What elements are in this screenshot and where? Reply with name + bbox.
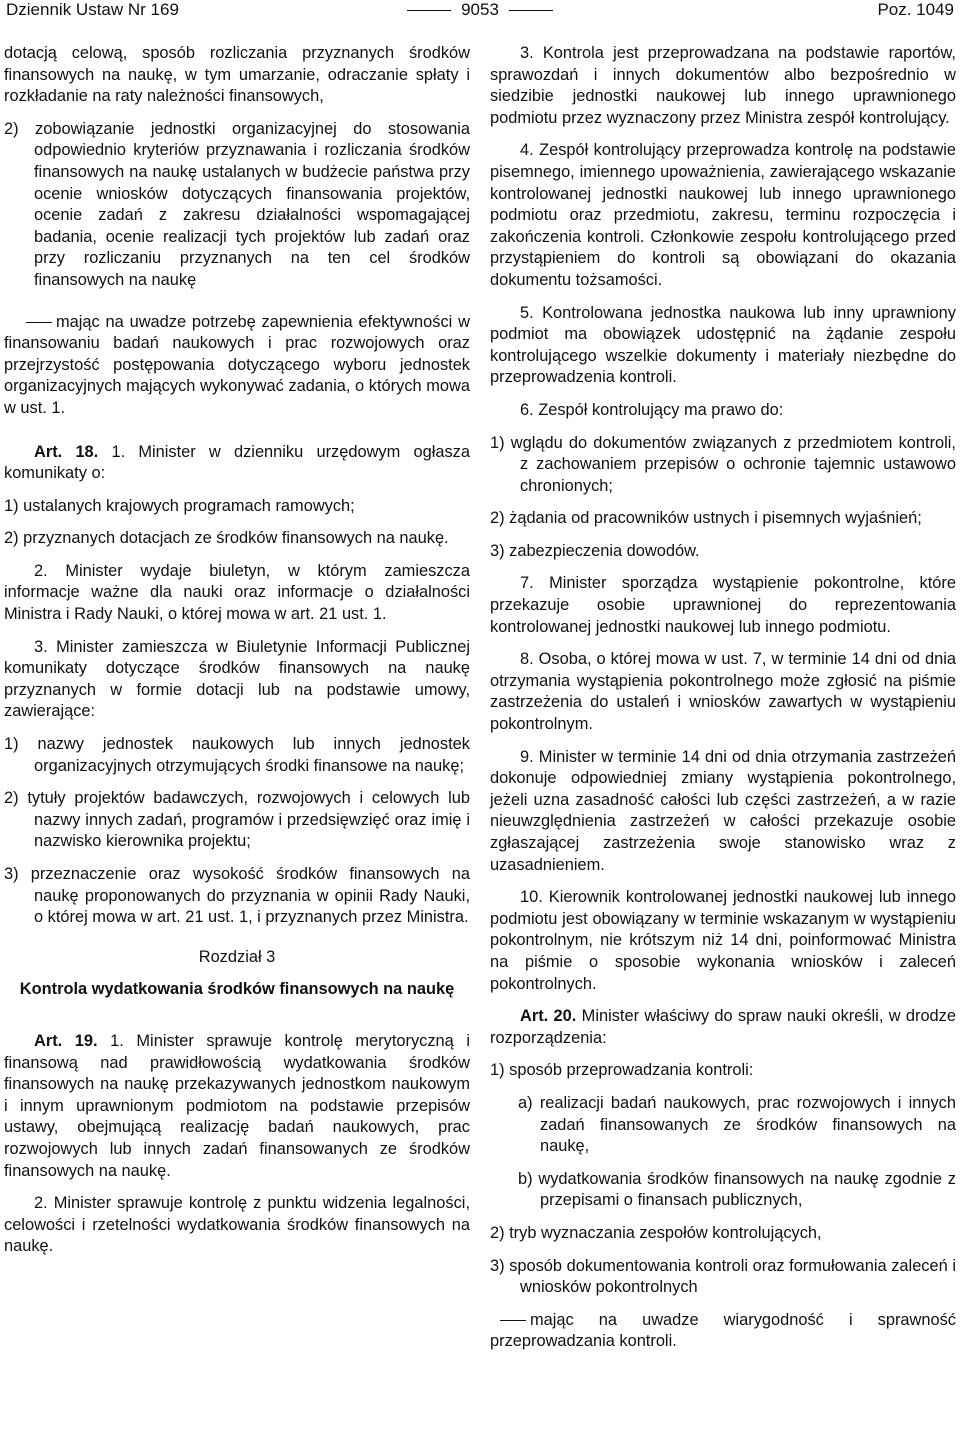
position-number: Poz. 1049: [877, 0, 954, 19]
list-subitem: a) realizacji badań naukowych, prac rozwojowych i innych zadań finansowanych ze środków finansowych na naukę,: [518, 1093, 956, 1156]
list-item: 2) przyznanych dotacjach ze środków finansowych na naukę.: [4, 529, 449, 548]
paragraph: 8. Osoba, o której mowa w ust. 7, w terminie 14 dni od dnia otrzymania wystąpienia pokontrolnego może zgłosić na piśmie zastrzeżenia do ustaleń i wniosków zawartych w wystąpieniu pokontrolnym.: [490, 650, 956, 734]
journal-title: Dziennik Ustaw Nr 169: [6, 0, 179, 19]
closing-text: mając na uwadze wiarygodność i sprawność przeprowadzania kontroli.: [490, 1310, 956, 1351]
closing-clause: [490, 1310, 956, 1353]
list-item: 3) przeznaczenie oraz wysokość środków finansowych na naukę proponowanych do przyznania w opinii Rady Nauki, o której mowa w art. 21 ust. 1, i przyznanych przez Ministra.: [4, 865, 470, 927]
article-18: [4, 442, 470, 485]
chapter-heading: Rozdział 3: [198, 947, 276, 966]
list-item: 2) tryb wyznaczania zespołów kontrolujących,: [490, 1223, 822, 1242]
list-item: 1) sposób przeprowadzania kontroli:: [490, 1061, 754, 1080]
list-item: 1) ustalanych krajowych programach ramowych;: [4, 496, 355, 515]
paragraph: 5. Kontrolowana jednostka naukowa lub inny uprawniony podmiot ma obowiązek udostępnić na żądanie zespołu kontrolującego wszelkie dokumenty i materiały niezbędne do przeprowadzenia kontroli.: [490, 303, 956, 387]
article-label: Art. 18.: [34, 442, 99, 461]
paragraph: 3. Minister zamieszcza w Biuletynie Informacji Publicznej komunikaty dotyczące środków finansowych na naukę przyznanych w formie dotacji lub na podstawie umowy, zawierające:: [4, 637, 470, 721]
list-subitem: b) wydatkowania środków finansowych na naukę zgodnie z przepisami o finansach publicznych,: [518, 1169, 956, 1210]
paragraph: 9. Minister w terminie 14 dni od dnia otrzymania zastrzeżeń dokonuje odpowiedniej zmiany wystąpienia pokontrolnego, jeżeli uzna zasadność całości lub części zastrzeżeń, a w razie nieuwzględnienia zastrzeżeń w całości przekazuje osobie zgłaszającej zastrzeżenia swoje stanowisko wraz z uzasadnieniem.: [490, 747, 956, 874]
paragraph: [4, 312, 470, 420]
list-item: 2) tytuły projektów badawczych, rozwojowych i celowych lub nazwy innych zadań, programów i przedsięwzięć oraz imię i nazwisko kierownika projektu;: [4, 789, 470, 851]
chapter-title: Kontrola wydatkowania środków finansowych na naukę: [19, 980, 455, 999]
article-text: 1. Minister sprawuje kontrolę merytoryczną i finansową nad prawidłowością wydatkowania środków finansowych na naukę przekazywanych jednostkom naukowym i innym uprawnionym podmiotom na podstawie przepisów ustawy, obejmującą realizację badań naukowych, prac rozwojowych lub innych zadań finansowanych ze środków finansowych na naukę.: [4, 1031, 470, 1180]
paragraph-text: mając na uwadze potrzebę zapewnienia efektywności w finansowaniu badań naukowych i prac rozwojowych oraz przejrzystość postępowania dotyczącego wyboru jednostek organizacyjnych mających wykonywać zadania, o których mowa w ust. 1.: [4, 312, 470, 417]
paragraph: 3. Kontrola jest przeprowadzana na podstawie raportów, sprawozdań i innych dokumentów albo bezpośrednio w siedzibie jednostki naukowej lub innego uprawnionego podmiotu przez wyznaczony przez Ministra zespół kontrolujący.: [490, 44, 956, 127]
article-label: Art. 20.: [520, 1007, 577, 1026]
left-column: [4, 43, 470, 1269]
paragraph: 10. Kierownik kontrolowanej jednostki naukowej lub innego podmiotu jest obowiązany w terminie wskazanym w wystąpieniu pokontrolnym, nie krótszym niż 14 dni, poinformować Ministra na piśmie o sposobie wykonania wniosków i zaleceń pokontrolnych.: [490, 888, 956, 993]
paragraph: 7. Minister sporządza wystąpienie pokontrolne, które przekazuje osobie uprawnionej do reprezentowania kontrolowanej jednostki naukowej lub innego podmiotu.: [490, 574, 956, 636]
paragraph: 2. Minister wydaje biuletyn, w którym zamieszcza informacje ważne dla nauki oraz informacje o działalności Ministra i Rady Nauki, o której mowa w art. 21 ust. 1.: [4, 561, 470, 624]
paragraph: 4. Zespół kontrolujący przeprowadza kontrolę na podstawie pisemnego, imiennego upoważnienia, zawierającego wskazanie kontrolowanej jednostki naukowej lub innego uprawnionego podmiotu oraz przedmiotu, zakresu, terminu rozpoczęcia i zakończenia kontroli. Członkowie zespołu kontrolującego przed przystąpieniem do kontroli są obowiązani do okazania dokumentu tożsamości.: [490, 141, 956, 289]
article-label: Art. 19.: [34, 1031, 98, 1050]
page-header: [6, 0, 954, 34]
paragraph: dotacją celową, sposób rozliczania przyznanych środków finansowych na naukę, w tym umarzanie, odraczanie spłaty i rozkładanie na raty należności finansowych,: [4, 44, 470, 106]
list-item: 1) wglądu do dokumentów związanych z przedmiotem kontroli, z zachowaniem przepisów o ochronie tajemnic ustawowo chronionych;: [490, 433, 956, 495]
article-19: [4, 1031, 470, 1182]
list-item: 2) żądania od pracowników ustnych i pisemnych wyjaśnień;: [490, 509, 922, 528]
right-column: [490, 43, 956, 1364]
paragraph: 2. Minister sprawuje kontrolę z punktu widzenia legalności, celowości i rzetelności wydatkowania środków finansowych na naukę.: [4, 1194, 470, 1256]
list-item: 3) zabezpieczenia dowodów.: [490, 541, 700, 560]
list-item: 1) nazwy jednostek naukowych lub innych jednostek organizacyjnych otrzymujących środki finansowe na naukę;: [4, 735, 470, 775]
article-20: [490, 1006, 956, 1049]
page-number: 9053: [461, 0, 499, 19]
article-text: Minister właściwy do spraw nauki określi, w drodze rozporządzenia:: [490, 1007, 956, 1047]
list-item: 2) zobowiązanie jednostki organizacyjnej do stosowania odpowiednio kryteriów przyznawania i rozliczania środków finansowych na naukę ustalanych w budżecie państwa przy ocenie wniosków dotyczących finansowania projektów, ocenie zadań z zakresu działalności wspomagającej badania, ocenie realizacji tych projektów lub zadań oraz przy rozliczaniu przyznanych na ten cel środków finansowych na naukę: [4, 119, 470, 289]
article-text: 1. Minister w dzienniku urzędowym ogłasza komunikaty o:: [4, 442, 470, 483]
page-number-wrap: [6, 0, 954, 20]
list-item: 3) sposób dokumentowania kontroli oraz formułowania zaleceń i wniosków pokontrolnych: [490, 1256, 956, 1297]
paragraph: 6. Zespół kontrolujący ma prawo do:: [520, 400, 784, 419]
